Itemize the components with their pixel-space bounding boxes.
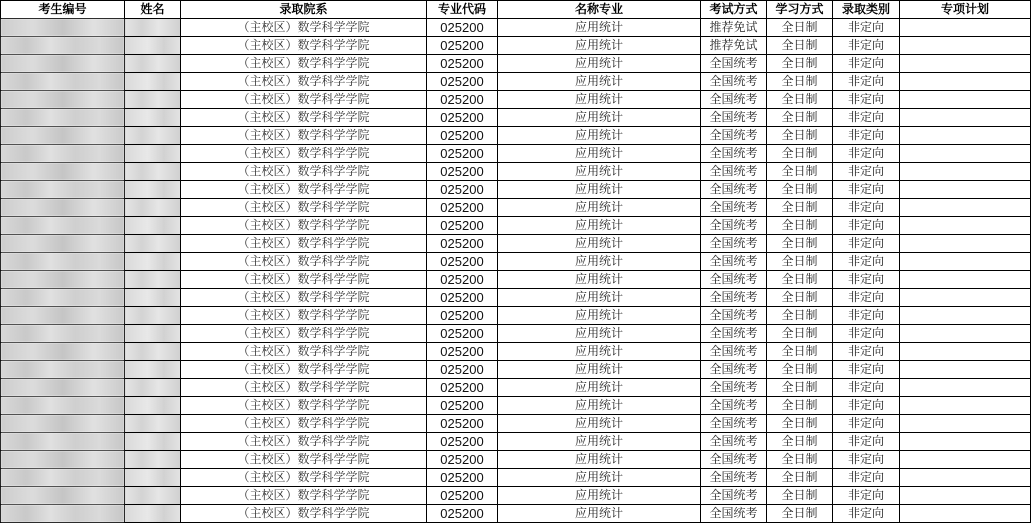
major-code-cell: 025200 xyxy=(427,379,498,397)
major-name-cell: 应用统计 xyxy=(498,397,701,415)
exam-method-cell: 全国统考 xyxy=(701,307,767,325)
table-row xyxy=(1,361,1031,379)
major-code-cell: 025200 xyxy=(427,217,498,235)
candidate-id-cell-redacted xyxy=(1,397,125,415)
table-row xyxy=(1,415,1031,433)
department-cell: （主校区）数学科学学院 xyxy=(181,289,427,307)
table-row xyxy=(1,127,1031,145)
table-row xyxy=(1,73,1031,91)
study-mode-cell: 全日制 xyxy=(767,91,833,109)
major-name-cell: 应用统计 xyxy=(498,505,701,523)
admission-category-cell: 非定向 xyxy=(833,109,900,127)
name-cell-redacted xyxy=(125,361,181,379)
name-cell-redacted xyxy=(125,181,181,199)
major-code-cell: 025200 xyxy=(427,109,498,127)
major-name-cell: 应用统计 xyxy=(498,181,701,199)
candidate-id-cell-redacted xyxy=(1,271,125,289)
candidate-id-cell-redacted xyxy=(1,181,125,199)
exam-method-cell: 全国统考 xyxy=(701,397,767,415)
major-code-cell: 025200 xyxy=(427,451,498,469)
special-plan-cell xyxy=(900,217,1031,235)
name-cell-redacted xyxy=(125,307,181,325)
study-mode-cell: 全日制 xyxy=(767,343,833,361)
table-row xyxy=(1,289,1031,307)
special-plan-cell xyxy=(900,487,1031,505)
major-name-cell: 应用统计 xyxy=(498,217,701,235)
exam-method-cell: 全国统考 xyxy=(701,127,767,145)
header-row xyxy=(1,1,1031,19)
candidate-id-cell-redacted xyxy=(1,505,125,523)
special-plan-cell xyxy=(900,253,1031,271)
major-code-cell: 025200 xyxy=(427,325,498,343)
table-row xyxy=(1,325,1031,343)
department-cell: （主校区）数学科学学院 xyxy=(181,217,427,235)
candidate-id-cell-redacted xyxy=(1,127,125,145)
department-cell: （主校区）数学科学学院 xyxy=(181,469,427,487)
name-cell-redacted xyxy=(125,91,181,109)
name-cell-redacted xyxy=(125,19,181,37)
name-cell-redacted xyxy=(125,271,181,289)
study-mode-cell: 全日制 xyxy=(767,55,833,73)
study-mode-cell: 全日制 xyxy=(767,469,833,487)
col-header-name: 姓名 xyxy=(125,1,181,19)
special-plan-cell xyxy=(900,163,1031,181)
exam-method-cell: 全国统考 xyxy=(701,235,767,253)
major-name-cell: 应用统计 xyxy=(498,469,701,487)
exam-method-cell: 推荐免试 xyxy=(701,37,767,55)
study-mode-cell: 全日制 xyxy=(767,109,833,127)
special-plan-cell xyxy=(900,145,1031,163)
admission-category-cell: 非定向 xyxy=(833,415,900,433)
candidate-id-cell-redacted xyxy=(1,145,125,163)
exam-method-cell: 全国统考 xyxy=(701,433,767,451)
major-name-cell: 应用统计 xyxy=(498,433,701,451)
department-cell: （主校区）数学科学学院 xyxy=(181,145,427,163)
col-header-exam-method: 考试方式 xyxy=(701,1,767,19)
name-cell-redacted xyxy=(125,289,181,307)
name-cell-redacted xyxy=(125,163,181,181)
col-header-department: 录取院系 xyxy=(181,1,427,19)
special-plan-cell xyxy=(900,307,1031,325)
candidate-id-cell-redacted xyxy=(1,55,125,73)
admission-category-cell: 非定向 xyxy=(833,19,900,37)
major-code-cell: 025200 xyxy=(427,145,498,163)
major-name-cell: 应用统计 xyxy=(498,253,701,271)
candidate-id-cell-redacted xyxy=(1,163,125,181)
admission-category-cell: 非定向 xyxy=(833,289,900,307)
special-plan-cell xyxy=(900,19,1031,37)
table-row xyxy=(1,145,1031,163)
major-code-cell: 025200 xyxy=(427,307,498,325)
admission-category-cell: 非定向 xyxy=(833,199,900,217)
major-code-cell: 025200 xyxy=(427,55,498,73)
name-cell-redacted xyxy=(125,55,181,73)
department-cell: （主校区）数学科学学院 xyxy=(181,37,427,55)
exam-method-cell: 全国统考 xyxy=(701,163,767,181)
study-mode-cell: 全日制 xyxy=(767,415,833,433)
major-name-cell: 应用统计 xyxy=(498,19,701,37)
admission-category-cell: 非定向 xyxy=(833,145,900,163)
study-mode-cell: 全日制 xyxy=(767,163,833,181)
major-name-cell: 应用统计 xyxy=(498,379,701,397)
study-mode-cell: 全日制 xyxy=(767,433,833,451)
table-row xyxy=(1,505,1031,523)
study-mode-cell: 全日制 xyxy=(767,37,833,55)
department-cell: （主校区）数学科学学院 xyxy=(181,55,427,73)
table-row xyxy=(1,253,1031,271)
department-cell: （主校区）数学科学学院 xyxy=(181,199,427,217)
name-cell-redacted xyxy=(125,127,181,145)
major-name-cell: 应用统计 xyxy=(498,109,701,127)
candidate-id-cell-redacted xyxy=(1,487,125,505)
table-row xyxy=(1,451,1031,469)
study-mode-cell: 全日制 xyxy=(767,451,833,469)
department-cell: （主校区）数学科学学院 xyxy=(181,19,427,37)
exam-method-cell: 全国统考 xyxy=(701,217,767,235)
admission-category-cell: 非定向 xyxy=(833,55,900,73)
major-name-cell: 应用统计 xyxy=(498,73,701,91)
col-header-admission-category: 录取类别 xyxy=(833,1,900,19)
study-mode-cell: 全日制 xyxy=(767,325,833,343)
major-name-cell: 应用统计 xyxy=(498,199,701,217)
major-name-cell: 应用统计 xyxy=(498,451,701,469)
candidate-id-cell-redacted xyxy=(1,109,125,127)
major-code-cell: 025200 xyxy=(427,361,498,379)
department-cell: （主校区）数学科学学院 xyxy=(181,91,427,109)
major-code-cell: 025200 xyxy=(427,469,498,487)
candidate-id-cell-redacted xyxy=(1,433,125,451)
col-header-study-mode: 学习方式 xyxy=(767,1,833,19)
study-mode-cell: 全日制 xyxy=(767,397,833,415)
candidate-id-cell-redacted xyxy=(1,415,125,433)
special-plan-cell xyxy=(900,271,1031,289)
table-row xyxy=(1,55,1031,73)
special-plan-cell xyxy=(900,343,1031,361)
candidate-id-cell-redacted xyxy=(1,37,125,55)
major-code-cell: 025200 xyxy=(427,487,498,505)
exam-method-cell: 全国统考 xyxy=(701,109,767,127)
table-row xyxy=(1,343,1031,361)
major-code-cell: 025200 xyxy=(427,271,498,289)
admission-category-cell: 非定向 xyxy=(833,235,900,253)
special-plan-cell xyxy=(900,91,1031,109)
candidate-id-cell-redacted xyxy=(1,451,125,469)
admission-category-cell: 非定向 xyxy=(833,379,900,397)
special-plan-cell xyxy=(900,451,1031,469)
major-code-cell: 025200 xyxy=(427,433,498,451)
department-cell: （主校区）数学科学学院 xyxy=(181,361,427,379)
department-cell: （主校区）数学科学学院 xyxy=(181,307,427,325)
major-code-cell: 025200 xyxy=(427,415,498,433)
department-cell: （主校区）数学科学学院 xyxy=(181,451,427,469)
candidate-id-cell-redacted xyxy=(1,343,125,361)
exam-method-cell: 全国统考 xyxy=(701,451,767,469)
table-row xyxy=(1,433,1031,451)
admission-category-cell: 非定向 xyxy=(833,73,900,91)
major-code-cell: 025200 xyxy=(427,343,498,361)
table-row xyxy=(1,469,1031,487)
special-plan-cell xyxy=(900,505,1031,523)
table-row xyxy=(1,487,1031,505)
name-cell-redacted xyxy=(125,217,181,235)
col-header-candidate-id: 考生编号 xyxy=(1,1,125,19)
exam-method-cell: 全国统考 xyxy=(701,253,767,271)
name-cell-redacted xyxy=(125,433,181,451)
special-plan-cell xyxy=(900,73,1031,91)
name-cell-redacted xyxy=(125,37,181,55)
name-cell-redacted xyxy=(125,415,181,433)
name-cell-redacted xyxy=(125,451,181,469)
admission-category-cell: 非定向 xyxy=(833,487,900,505)
special-plan-cell xyxy=(900,433,1031,451)
table-row xyxy=(1,91,1031,109)
exam-method-cell: 全国统考 xyxy=(701,73,767,91)
exam-method-cell: 全国统考 xyxy=(701,325,767,343)
admission-category-cell: 非定向 xyxy=(833,307,900,325)
exam-method-cell: 全国统考 xyxy=(701,91,767,109)
table-row xyxy=(1,199,1031,217)
table-row xyxy=(1,271,1031,289)
candidate-id-cell-redacted xyxy=(1,325,125,343)
major-code-cell: 025200 xyxy=(427,181,498,199)
name-cell-redacted xyxy=(125,253,181,271)
admission-category-cell: 非定向 xyxy=(833,181,900,199)
col-header-special-plan: 专项计划 xyxy=(900,1,1031,19)
name-cell-redacted xyxy=(125,109,181,127)
major-name-cell: 应用统计 xyxy=(498,325,701,343)
major-code-cell: 025200 xyxy=(427,37,498,55)
name-cell-redacted xyxy=(125,145,181,163)
major-name-cell: 应用统计 xyxy=(498,307,701,325)
major-code-cell: 025200 xyxy=(427,505,498,523)
special-plan-cell xyxy=(900,397,1031,415)
major-name-cell: 应用统计 xyxy=(498,235,701,253)
major-name-cell: 应用统计 xyxy=(498,91,701,109)
department-cell: （主校区）数学科学学院 xyxy=(181,397,427,415)
study-mode-cell: 全日制 xyxy=(767,181,833,199)
exam-method-cell: 全国统考 xyxy=(701,487,767,505)
special-plan-cell xyxy=(900,181,1031,199)
table-row xyxy=(1,217,1031,235)
name-cell-redacted xyxy=(125,379,181,397)
admission-category-cell: 非定向 xyxy=(833,253,900,271)
name-cell-redacted xyxy=(125,397,181,415)
department-cell: （主校区）数学科学学院 xyxy=(181,109,427,127)
major-code-cell: 025200 xyxy=(427,19,498,37)
department-cell: （主校区）数学科学学院 xyxy=(181,73,427,91)
study-mode-cell: 全日制 xyxy=(767,73,833,91)
major-name-cell: 应用统计 xyxy=(498,415,701,433)
study-mode-cell: 全日制 xyxy=(767,217,833,235)
admission-category-cell: 非定向 xyxy=(833,127,900,145)
special-plan-cell xyxy=(900,469,1031,487)
table-row xyxy=(1,397,1031,415)
admission-category-cell: 非定向 xyxy=(833,397,900,415)
study-mode-cell: 全日制 xyxy=(767,199,833,217)
department-cell: （主校区）数学科学学院 xyxy=(181,415,427,433)
department-cell: （主校区）数学科学学院 xyxy=(181,325,427,343)
major-code-cell: 025200 xyxy=(427,253,498,271)
admission-category-cell: 非定向 xyxy=(833,343,900,361)
exam-method-cell: 全国统考 xyxy=(701,289,767,307)
department-cell: （主校区）数学科学学院 xyxy=(181,379,427,397)
candidate-id-cell-redacted xyxy=(1,361,125,379)
admission-category-cell: 非定向 xyxy=(833,271,900,289)
department-cell: （主校区）数学科学学院 xyxy=(181,433,427,451)
special-plan-cell xyxy=(900,199,1031,217)
major-code-cell: 025200 xyxy=(427,397,498,415)
candidate-id-cell-redacted xyxy=(1,91,125,109)
table-row xyxy=(1,19,1031,37)
exam-method-cell: 全国统考 xyxy=(701,145,767,163)
major-code-cell: 025200 xyxy=(427,91,498,109)
major-code-cell: 025200 xyxy=(427,73,498,91)
candidate-id-cell-redacted xyxy=(1,289,125,307)
major-name-cell: 应用统计 xyxy=(498,289,701,307)
study-mode-cell: 全日制 xyxy=(767,271,833,289)
name-cell-redacted xyxy=(125,487,181,505)
candidate-id-cell-redacted xyxy=(1,73,125,91)
special-plan-cell xyxy=(900,109,1031,127)
study-mode-cell: 全日制 xyxy=(767,127,833,145)
department-cell: （主校区）数学科学学院 xyxy=(181,163,427,181)
admission-category-cell: 非定向 xyxy=(833,37,900,55)
table-row xyxy=(1,379,1031,397)
candidate-id-cell-redacted xyxy=(1,217,125,235)
special-plan-cell xyxy=(900,55,1031,73)
major-name-cell: 应用统计 xyxy=(498,145,701,163)
special-plan-cell xyxy=(900,361,1031,379)
major-name-cell: 应用统计 xyxy=(498,487,701,505)
department-cell: （主校区）数学科学学院 xyxy=(181,181,427,199)
table-row xyxy=(1,37,1031,55)
department-cell: （主校区）数学科学学院 xyxy=(181,505,427,523)
major-code-cell: 025200 xyxy=(427,163,498,181)
special-plan-cell xyxy=(900,415,1031,433)
candidate-id-cell-redacted xyxy=(1,19,125,37)
study-mode-cell: 全日制 xyxy=(767,505,833,523)
exam-method-cell: 全国统考 xyxy=(701,415,767,433)
exam-method-cell: 全国统考 xyxy=(701,199,767,217)
special-plan-cell xyxy=(900,289,1031,307)
admission-category-cell: 非定向 xyxy=(833,469,900,487)
special-plan-cell xyxy=(900,127,1031,145)
major-code-cell: 025200 xyxy=(427,199,498,217)
exam-method-cell: 全国统考 xyxy=(701,271,767,289)
name-cell-redacted xyxy=(125,235,181,253)
admission-category-cell: 非定向 xyxy=(833,451,900,469)
department-cell: （主校区）数学科学学院 xyxy=(181,235,427,253)
exam-method-cell: 全国统考 xyxy=(701,181,767,199)
study-mode-cell: 全日制 xyxy=(767,361,833,379)
major-code-cell: 025200 xyxy=(427,127,498,145)
admission-category-cell: 非定向 xyxy=(833,163,900,181)
major-code-cell: 025200 xyxy=(427,235,498,253)
study-mode-cell: 全日制 xyxy=(767,487,833,505)
name-cell-redacted xyxy=(125,199,181,217)
table-row xyxy=(1,163,1031,181)
candidate-id-cell-redacted xyxy=(1,253,125,271)
exam-method-cell: 全国统考 xyxy=(701,343,767,361)
name-cell-redacted xyxy=(125,469,181,487)
exam-method-cell: 全国统考 xyxy=(701,361,767,379)
study-mode-cell: 全日制 xyxy=(767,379,833,397)
table-body xyxy=(1,19,1031,523)
special-plan-cell xyxy=(900,235,1031,253)
special-plan-cell xyxy=(900,379,1031,397)
admission-category-cell: 非定向 xyxy=(833,433,900,451)
col-header-major-code: 专业代码 xyxy=(427,1,498,19)
name-cell-redacted xyxy=(125,505,181,523)
study-mode-cell: 全日制 xyxy=(767,235,833,253)
admission-category-cell: 非定向 xyxy=(833,505,900,523)
table-row xyxy=(1,109,1031,127)
major-name-cell: 应用统计 xyxy=(498,271,701,289)
name-cell-redacted xyxy=(125,343,181,361)
candidate-id-cell-redacted xyxy=(1,379,125,397)
major-name-cell: 应用统计 xyxy=(498,127,701,145)
name-cell-redacted xyxy=(125,73,181,91)
admission-category-cell: 非定向 xyxy=(833,361,900,379)
candidate-id-cell-redacted xyxy=(1,469,125,487)
candidate-id-cell-redacted xyxy=(1,199,125,217)
department-cell: （主校区）数学科学学院 xyxy=(181,271,427,289)
department-cell: （主校区）数学科学学院 xyxy=(181,253,427,271)
study-mode-cell: 全日制 xyxy=(767,307,833,325)
study-mode-cell: 全日制 xyxy=(767,253,833,271)
candidate-id-cell-redacted xyxy=(1,235,125,253)
study-mode-cell: 全日制 xyxy=(767,289,833,307)
major-name-cell: 应用统计 xyxy=(498,361,701,379)
department-cell: （主校区）数学科学学院 xyxy=(181,127,427,145)
special-plan-cell xyxy=(900,37,1031,55)
name-cell-redacted xyxy=(125,325,181,343)
study-mode-cell: 全日制 xyxy=(767,145,833,163)
col-header-major-name: 名称专业 xyxy=(498,1,701,19)
exam-method-cell: 推荐免试 xyxy=(701,19,767,37)
table-row xyxy=(1,181,1031,199)
major-code-cell: 025200 xyxy=(427,289,498,307)
admission-category-cell: 非定向 xyxy=(833,325,900,343)
table-row xyxy=(1,235,1031,253)
table-row xyxy=(1,307,1031,325)
major-name-cell: 应用统计 xyxy=(498,37,701,55)
study-mode-cell: 全日制 xyxy=(767,19,833,37)
exam-method-cell: 全国统考 xyxy=(701,505,767,523)
major-name-cell: 应用统计 xyxy=(498,343,701,361)
special-plan-cell xyxy=(900,325,1031,343)
department-cell: （主校区）数学科学学院 xyxy=(181,487,427,505)
exam-method-cell: 全国统考 xyxy=(701,469,767,487)
major-name-cell: 应用统计 xyxy=(498,55,701,73)
admission-category-cell: 非定向 xyxy=(833,217,900,235)
exam-method-cell: 全国统考 xyxy=(701,379,767,397)
admission-category-cell: 非定向 xyxy=(833,91,900,109)
exam-method-cell: 全国统考 xyxy=(701,55,767,73)
department-cell: （主校区）数学科学学院 xyxy=(181,343,427,361)
candidate-id-cell-redacted xyxy=(1,307,125,325)
major-name-cell: 应用统计 xyxy=(498,163,701,181)
